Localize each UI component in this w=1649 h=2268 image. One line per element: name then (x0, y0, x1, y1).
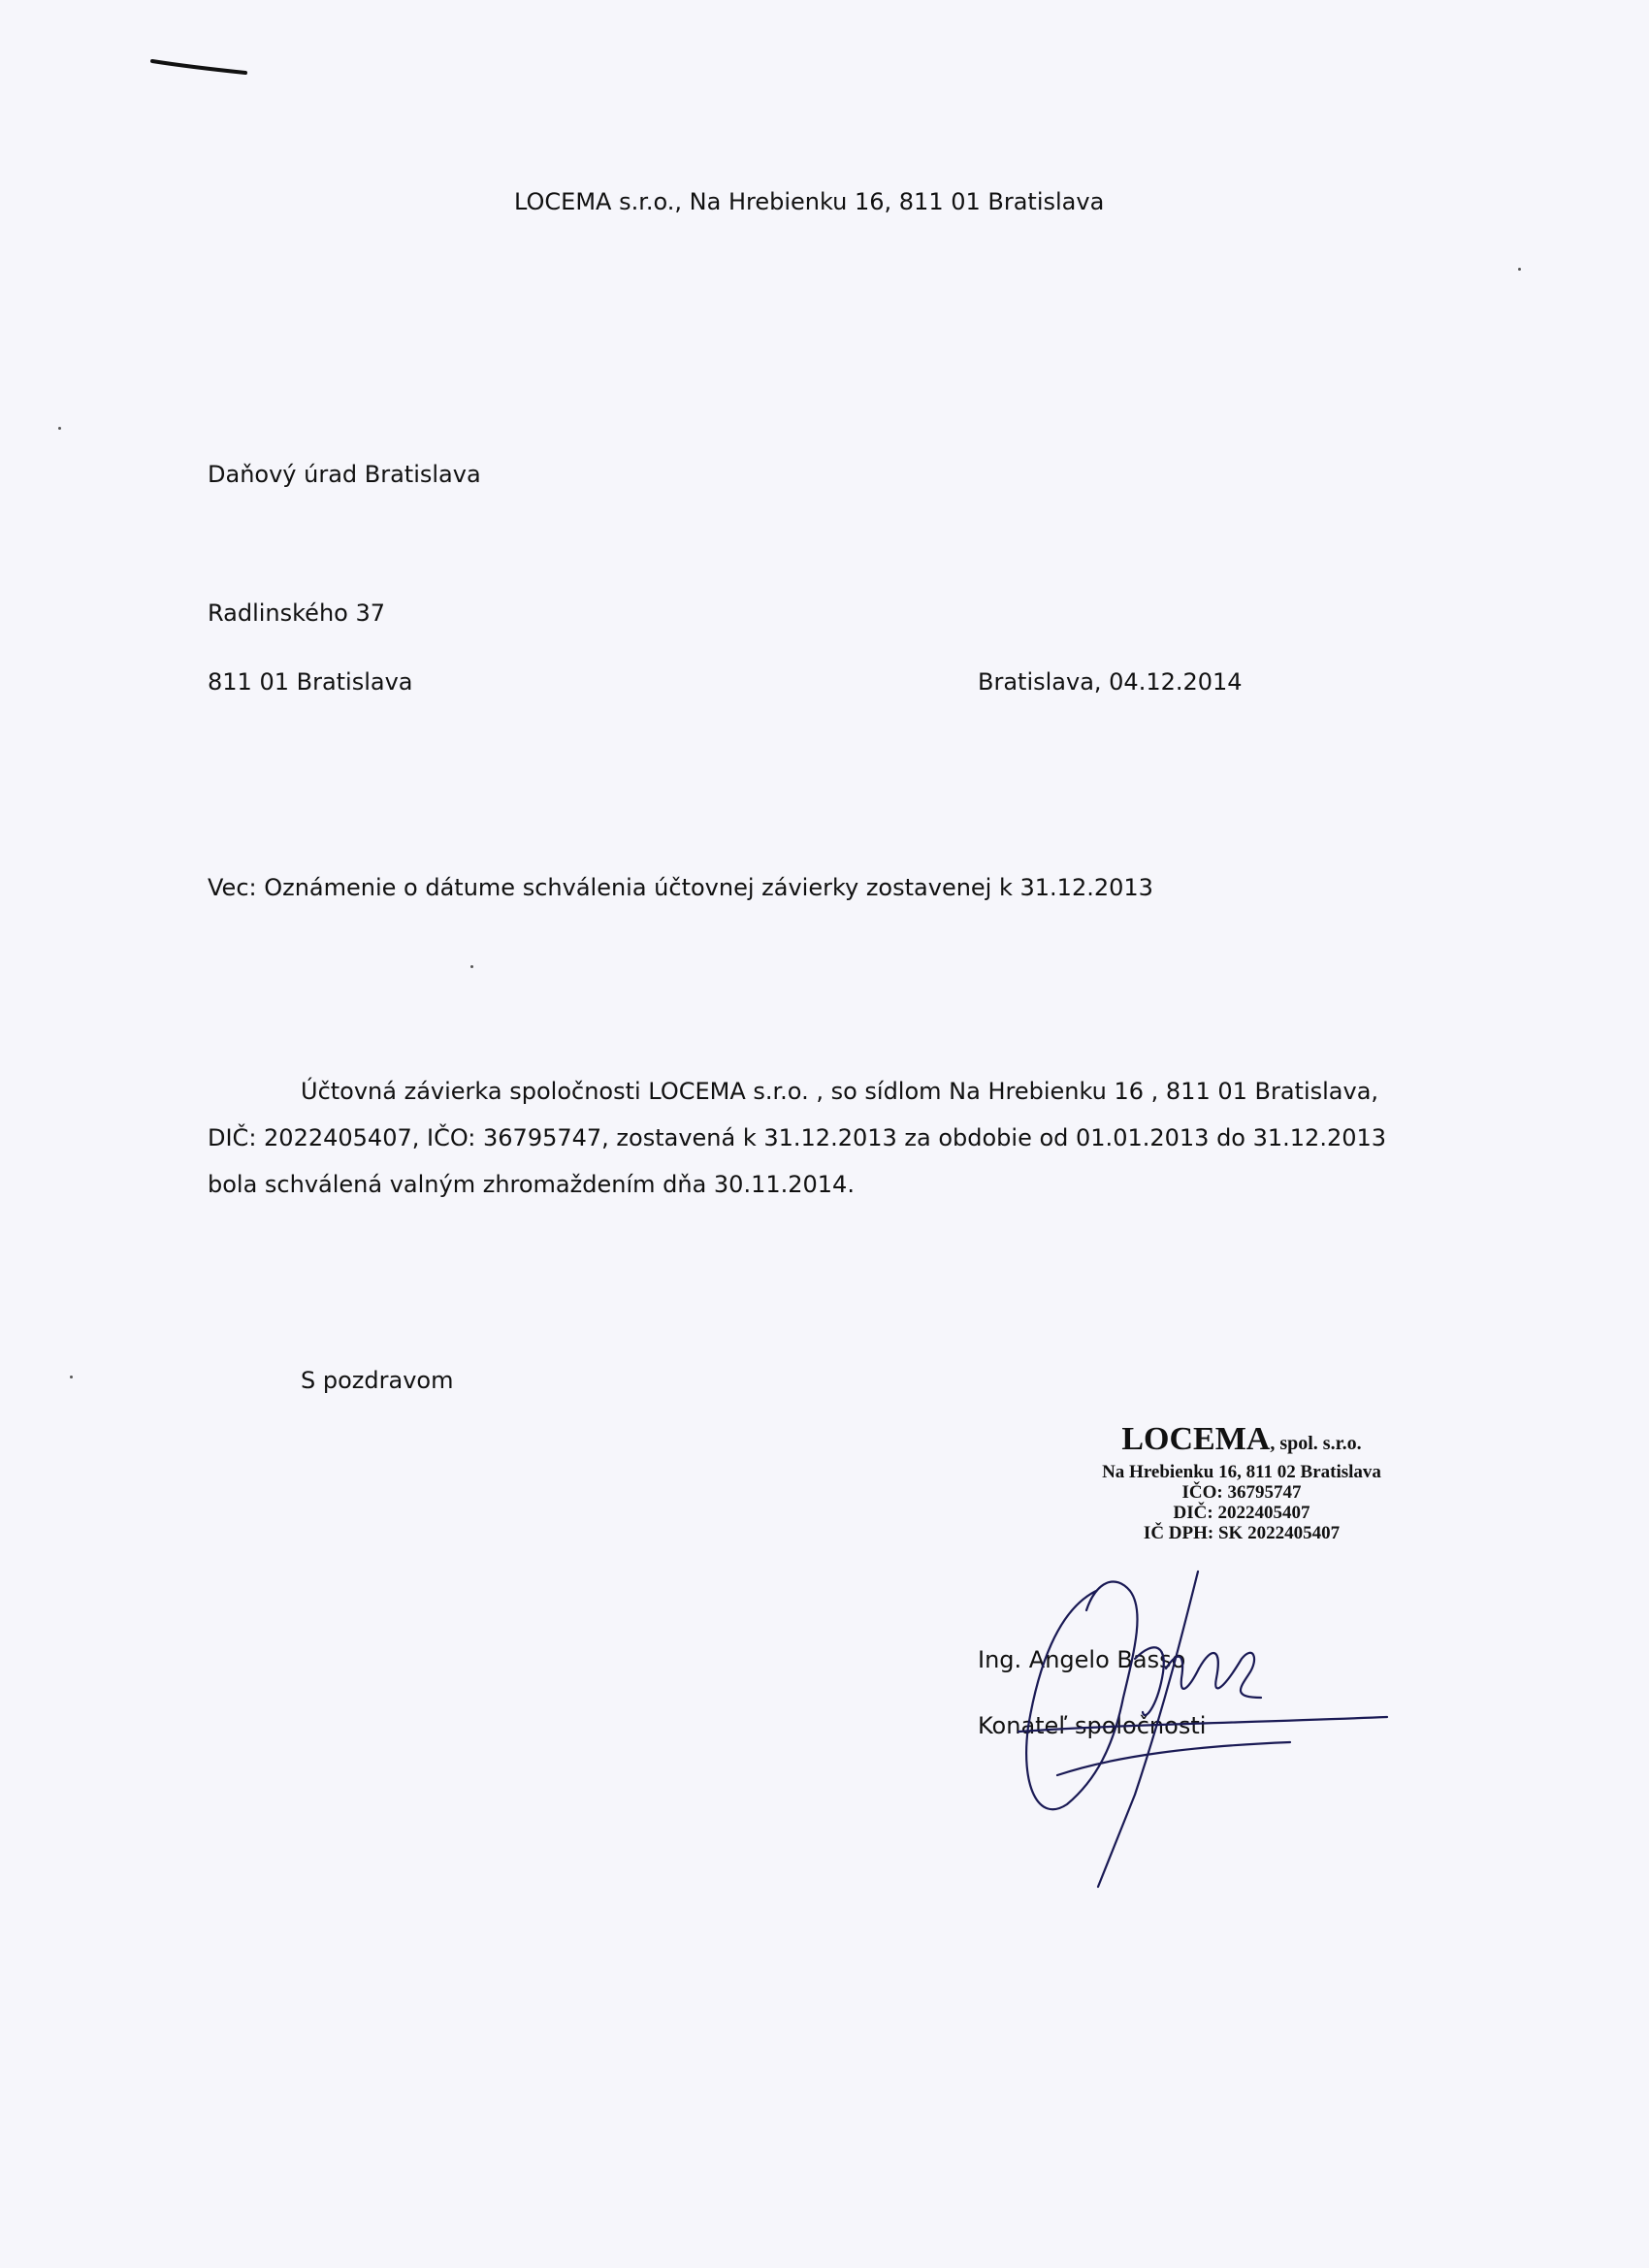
body-line-3: bola schválená valným zhromaždením dňa 30.11.2014. (208, 1171, 855, 1198)
stamp-ic-dph: IČ DPH: SK 2022405407 (1143, 1523, 1341, 1543)
body-line-1: Účtovná závierka spoločnosti LOCEMA s.r.o. , so sídlom Na Hrebienku 16 , 811 01 Bratislava, (301, 1078, 1379, 1105)
speck (470, 965, 473, 968)
speck (70, 1376, 73, 1378)
body-line-2: DIČ: 2022405407, IČO: 36795747, zostavená k 31.12.2013 za obdobie od 01.01.2013 do 31.12.2013 (208, 1124, 1387, 1151)
sender-line: LOCEMA s.r.o., Na Hrebienku 16, 811 01 Bratislava (514, 188, 1105, 215)
speck (58, 427, 61, 430)
signatory-name: Ing. Angelo Basso (978, 1646, 1186, 1673)
pen-mark-decoration (150, 53, 247, 92)
recipient-street: Radlinského 37 (208, 599, 386, 627)
place-date: Bratislava, 04.12.2014 (978, 668, 1243, 696)
stamp-company-name: LOCEMA, spol. s.r.o. (1121, 1421, 1362, 1457)
signature-drawing (999, 1552, 1406, 1901)
subject-line: Vec: Oznámenie o dátume schválenia účtovnej závierky zostavenej k 31.12.2013 (208, 874, 1153, 901)
stamp-address: Na Hrebienku 16, 811 02 Bratislava (1102, 1462, 1381, 1482)
speck (1518, 268, 1521, 271)
recipient-city: 811 01 Bratislava (208, 668, 413, 696)
recipient-name: Daňový úrad Bratislava (208, 461, 481, 488)
signatory-title: Konateľ spoločnosti (978, 1712, 1207, 1739)
closing: S pozdravom (301, 1367, 454, 1394)
stamp-ico: IČO: 36795747 (1181, 1482, 1302, 1503)
stamp-dic: DIČ: 2022405407 (1173, 1503, 1310, 1523)
company-stamp (1048, 1421, 1436, 1543)
